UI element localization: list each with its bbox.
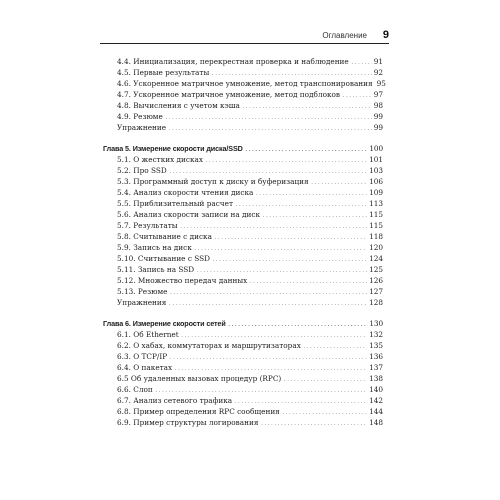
toc-leader-dots [169,288,367,299]
toc-entry [103,351,383,362]
toc-entry-label: 6.6. Слоп [117,385,153,394]
page-header [100,29,389,49]
toc-leader-dots [303,342,367,353]
toc-entry [103,122,383,133]
toc-page-number: 101 [369,155,383,164]
toc-entry [103,89,383,100]
toc-leader-dots [212,255,367,266]
toc-entry-label: 5.2. Про SSD [117,166,167,175]
toc-page-number: 115 [369,221,383,230]
toc-page-number: 97 [373,90,383,99]
toc-leader-dots [165,113,372,124]
toc-entry-label: 5.8. Считывание с диска [117,232,212,241]
toc-entry-label: 4.8. Вычисления с учетом кэша [117,101,240,110]
header-rule [100,43,389,44]
toc-page-number: 124 [369,254,383,263]
toc-entry-label: 5.6. Анализ скорости записи на диск [117,210,261,219]
toc-entry-label: 5.13. Резюме [117,287,168,296]
toc-leader-dots [228,320,368,331]
toc-entry [103,187,383,198]
toc-entry-label: 5.12. Множество передач данных [117,276,248,285]
toc-entry-label: 6.9. Пример структуры логирования [117,418,259,427]
toc-leader-dots [311,178,367,189]
toc-entry [103,340,383,351]
toc-entry [103,242,383,253]
toc-entry [103,275,383,286]
toc-leader-dots [262,211,367,222]
toc-page-number: 106 [369,177,383,186]
toc-page-number: 127 [369,287,383,296]
toc-page-number: 103 [369,166,383,175]
toc-entry-label: 6.8. Пример определения RPC сообщения [117,407,280,416]
toc-entry [103,56,383,67]
toc-entry [103,264,383,275]
toc-page-number: 120 [369,243,383,252]
toc-page-number: 137 [369,363,383,372]
table-of-contents [103,56,386,428]
toc-leader-dots [351,58,372,69]
toc-page-number: 132 [369,330,383,339]
toc-page-number: 98 [373,101,383,110]
toc-entry [103,417,383,428]
toc-leader-dots [283,375,367,386]
toc-leader-dots [168,299,367,310]
toc-page-number: 126 [369,276,383,285]
toc-entry [103,406,383,417]
toc-leader-dots [245,145,368,156]
toc-page-number: 138 [369,374,383,383]
toc-entry-label: 4.7. Ускоренное матричное умножение, метод подблоков [117,90,341,99]
toc-page-number: 140 [369,385,383,394]
toc-page-number: 92 [373,68,383,77]
toc-page-number: 100 [369,144,383,153]
toc-page-number: 142 [369,396,383,405]
toc-page-number: 99 [373,112,383,121]
toc-entry-label: 4.6. Ускоренное матричное умножение, метод транспонирования [117,79,373,88]
toc-entry-label: 5.10. Считывание с SSD [117,254,210,263]
toc-entry [103,329,383,340]
toc-chapter-label: Глава 5. Измерение скорости диска/SSD [103,144,243,153]
toc-entry [103,165,383,176]
toc-page-number: 144 [369,407,383,416]
toc-page-number: 130 [369,319,383,328]
toc-leader-dots [169,353,367,364]
toc-entry [103,176,383,187]
toc-entry [103,384,383,395]
toc-entry [103,209,383,220]
toc-entry [103,362,383,373]
toc-entry-label: 5.9. Запись на диск [117,243,192,252]
toc-entry [103,231,383,242]
toc-entry [103,297,383,308]
toc-entry-label: Упражнение [117,123,167,132]
toc-leader-dots [194,244,367,255]
toc-chapter-entry [103,143,383,154]
toc-entry-label: Упражнения [117,298,167,307]
toc-entry [103,286,383,297]
toc-entry [103,111,383,122]
toc-chapter-label: Глава 6. Измерение скорости сетей [103,319,226,328]
page-number: 9 [382,29,389,41]
toc-chapter-entry [103,318,383,329]
toc-leader-dots [260,419,367,430]
toc-entry-label: 5.3. Программный доступ к диску и буферизация [117,177,309,186]
toc-leader-dots [249,277,367,288]
toc-entry [103,67,383,78]
toc-page-number: 125 [369,265,383,274]
toc-leader-dots [168,124,372,135]
toc-leader-dots [255,189,367,200]
toc-leader-dots [214,233,367,244]
toc-entry [103,100,383,111]
toc-entry [103,395,383,406]
toc-entry [103,78,386,89]
toc-entry-label: 5.7. Результаты [117,221,178,230]
toc-entry-label: 4.4. Инициализация, перекрестная проверка и наблюдение [117,57,349,66]
toc-page-number: 135 [369,341,383,350]
toc-entry-label: 6.5 Об удаленных вызовах процедур (RPC) [117,374,282,383]
toc-entry [103,253,383,264]
toc-entry-label: 5.11. Запись на SSD [117,265,195,274]
toc-entry-label: 6.2. О хабах, коммутаторах и маршрутизаторах [117,341,301,350]
toc-page-number: 113 [369,199,383,208]
toc-entry [103,154,383,165]
toc-page-number: 148 [369,418,383,427]
toc-entry-label: 5.5. Приблизительный расчет [117,199,233,208]
toc-leader-dots [205,156,367,167]
toc-page-number: 118 [369,232,383,241]
running-header-title: Оглавление [322,31,367,40]
toc-page-number: 95 [376,79,386,88]
toc-page-number: 136 [369,352,383,361]
toc-page-number: 91 [373,57,383,66]
toc-entry-label: 5.1. О жестких дисках [117,155,204,164]
toc-entry-label: 6.3. О TCP/IP [117,352,168,361]
toc-entry [103,220,383,231]
toc-entry-label: 6.7. Анализ сетевого трафика [117,396,233,405]
toc-entry-label: 5.4. Анализ скорости чтения диска [117,188,254,197]
toc-entry-label: 6.4. О пакетах [117,363,173,372]
toc-page-number: 128 [369,298,383,307]
toc-entry-label: 4.5. Первые результаты [117,68,210,77]
toc-page-number: 115 [369,210,383,219]
toc-entry-label: 6.1. Об Ethernet [117,330,179,339]
toc-entry-label: 4.9. Резюме [117,112,163,121]
toc-leader-dots [342,91,372,102]
toc-entry [103,198,383,209]
toc-page-number: 99 [373,123,383,132]
toc-leader-dots [282,408,367,419]
toc-page-number: 109 [369,188,383,197]
toc-leader-dots [242,102,372,113]
toc-entry [103,373,383,384]
